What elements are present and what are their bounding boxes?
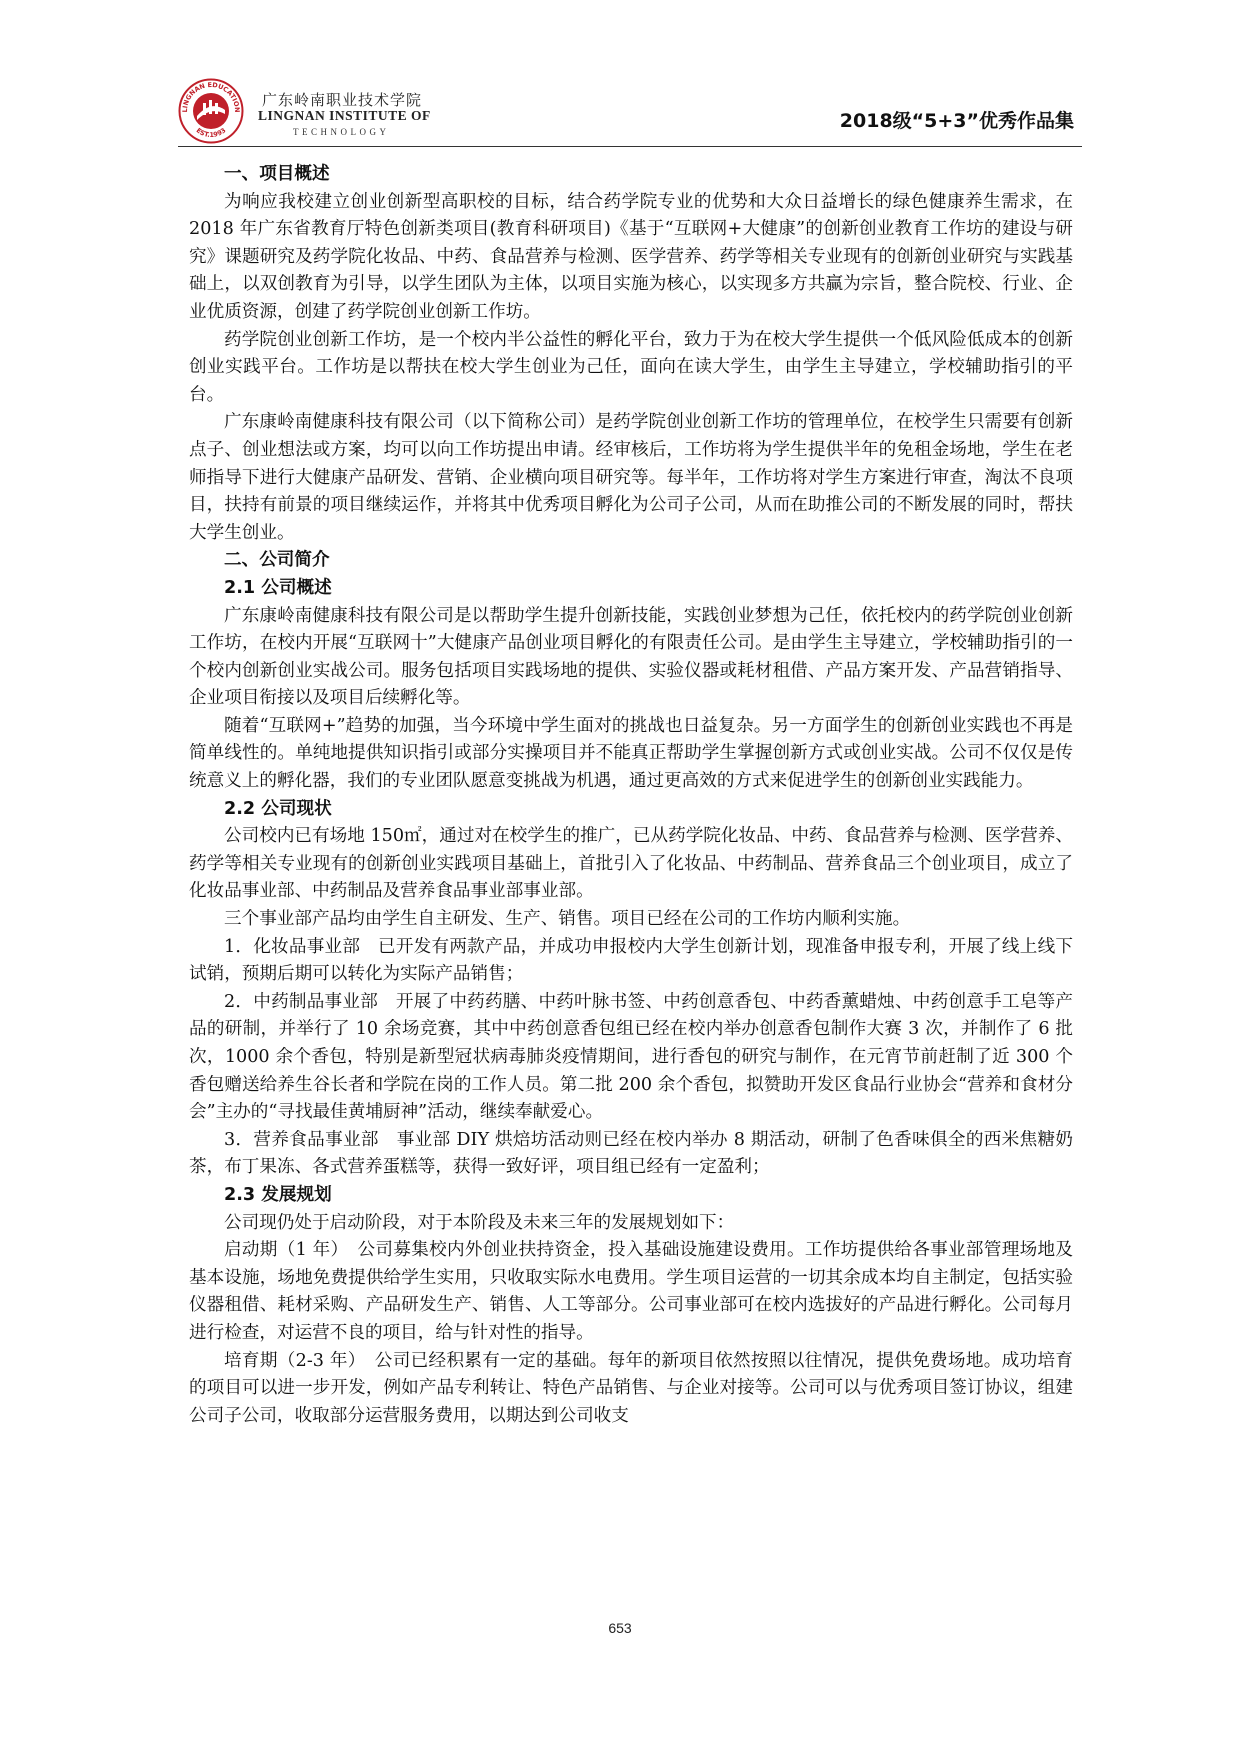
subsection-heading: 2.1 公司概述 [224,577,332,598]
paragraph: 为响应我校建立创业创新型高职校的目标，结合药学院专业的优势和大众日益增长的绿色健康养生需求，在 2018 年广东省教育厅特色创新类项目(教育科研项目)《基于“互联网+大健康”的创新创业教育工作坊的建设与研究》课题研究及药学院化妆品、中药、食品营养与检测、医学营养、药学等相关专业现有的创新创业研究与实践基础上，以双创教育为引导，以学生团队为主体，以项目实施为核心，以实现多方共赢为宗旨，整合院校、行业、企业优质资源，创建了药学院创业创新工作坊。 [189,191,1073,322]
institution-name-cn: 广东岭南职业技术学院 [262,91,423,109]
page-number: 653 [608,1620,632,1636]
subsection-heading: 2.3 发展规划 [224,1184,332,1205]
collection-title: 2018级“5+3”优秀作品集 [839,110,1074,132]
paragraph: 药学院创业创新工作坊，是一个校内半公益性的孵化平台，致力于为在校大学生提供一个低风险低成本的创新创业实践平台。工作坊是以帮扶在校大学生创业为己任，面向在读大学生，由学生主导建立，学校辅助指引的平台。 [189,329,1073,405]
list-item: 2．中药制品事业部 开展了中药药膳、中药叶脉书签、中药创意香包、中药香薰蜡烛、中药创意手工皂等产品的研制，并举行了 10 余场竞赛，其中中药创意香包组已经在校内举办创意香包制作大赛 3 次，并制作了 6 批次，1000 余个香包，特别是新型冠状病毒肺炎疫情期间，进行香包的研究与制作，在元宵节前赶制了近 300 个香包赠送给养生谷长者和学院在岗的工作人员。第二批 200 余个香包，拟赞助开发区食品行业协会“营养和食材分会”主办的“寻找最佳黄埔厨神”活动，继续奉献爱心。 [189,991,1073,1123]
logo-ring-bottom-text: EST.1993 [194,126,228,140]
paragraph: 广东康岭南健康科技有限公司（以下简称公司）是药学院创业创新工作坊的管理单位，在校学生只需要有创新点子、创业想法或方案，均可以向工作坊提出申请。经审核后，工作坊将为学生提供半年的免租金场地，学生在老师指导下进行大健康产品研发、营销、企业横向项目研究等。每半年，工作坊将对学生方案进行审查，淘汰不良项目，扶持有前景的项目继续运作，并将其中优秀项目孵化为公司子公司，从而在助推公司的不断发展的同时，帮扶大学生创业。 [189,412,1073,543]
paragraph: 公司校内已有场地 150㎡，通过对在校学生的推广，已从药学院化妆品、中药、食品营养与检测、医学营养、药学等相关专业现有的创新创业实践项目基础上，首批引入了化妆品、中药制品、营养食品三个创业项目，成立了化妆品事业部、中药制品及营养食品事业部事业部。 [189,826,1073,902]
logo-ring-top-text: LINGNAN EDUCATION [180,80,242,113]
section-heading: 一、项目概述 [224,164,330,184]
page-header [0,0,1240,150]
list-item: 3．营养食品事业部 事业部 DIY 烘焙坊活动则已经在校内举办 8 期活动，研制了色香味俱全的西米焦糖奶茶，布丁果冻、各式营养蛋糕等，获得一致好评，项目组已经有一定盈利； [189,1129,1073,1178]
paragraph: 三个事业部产品均由学生自主研发、生产、销售。项目已经在公司的工作坊内顺利实施。 [224,909,911,930]
paragraph: 广东康岭南健康科技有限公司是以帮助学生提升创新技能，实践创业梦想为己任，依托校内的药学院创业创新工作坊，在校内开展“互联网十”大健康产品创业项目孵化的有限责任公司。是由学生主导建立，学校辅助指引的一个校内创新创业实战公司。服务包括项目实践场地的提供、实验仪器或耗材租借、产品方案开发、产品营销指导、企业项目衔接以及项目后续孵化等。 [189,605,1073,709]
paragraph: 培育期（2-3 年） 公司已经积累有一定的基础。每年的新项目依然按照以往情况，提供免费场地。成功培育的项目可以进一步开发，例如产品专利转让、特色产品销售、与企业对接等。公司可以与优秀项目签订协议，组建公司子公司，收取部分运营服务费用，以期达到公司收支 [189,1350,1073,1426]
institution-name-en-line1: LINGNAN INSTITUTE OF [258,108,431,123]
list-item: 1．化妆品事业部 已开发有两款产品，并成功申报校内大学生创新计划，现准备申报专利，开展了线上线下试销，预期后期可以转化为实际产品销售； [189,936,1073,985]
paragraph: 启动期（1 年） 公司募集校内外创业扶持资金，投入基础设施建设费用。工作坊提供给各事业部管理场地及基本设施，场地免费提供给学生实用，只收取实际水电费用。学生项目运营的一切其余成本均自主制定，包括实验仪器租借、耗材采购、产品研发生产、销售、人工等部分。公司事业部可在校内选拔好的产品进行孵化。公司每月进行检查，对运营不良的项目，给与针对性的指导。 [189,1240,1073,1343]
college-logo-icon [178,78,244,144]
paragraph: 公司现仍处于启动阶段，对于本阶段及未来三年的发展规划如下： [224,1212,735,1233]
institution-name-en-line2: TECHNOLOGY [293,127,390,137]
header-divider [178,146,1082,147]
paragraph: 随着“互联网+”趋势的加强，当今环境中学生面对的挑战也日益复杂。另一方面学生的创新创业实践也不再是简单线性的。单纯地提供知识指引或部分实操项目并不能真正帮助学生掌握创新方式或创业实战。公司不仅仅是传统意义上的孵化器，我们的专业团队愿意变挑战为机遇，通过更高效的方式来促进学生的创新创业实践能力。 [189,715,1073,792]
subsection-heading: 2.2 公司现状 [224,798,332,819]
section-heading: 二、公司简介 [224,550,330,571]
document-body [189,161,1073,1430]
